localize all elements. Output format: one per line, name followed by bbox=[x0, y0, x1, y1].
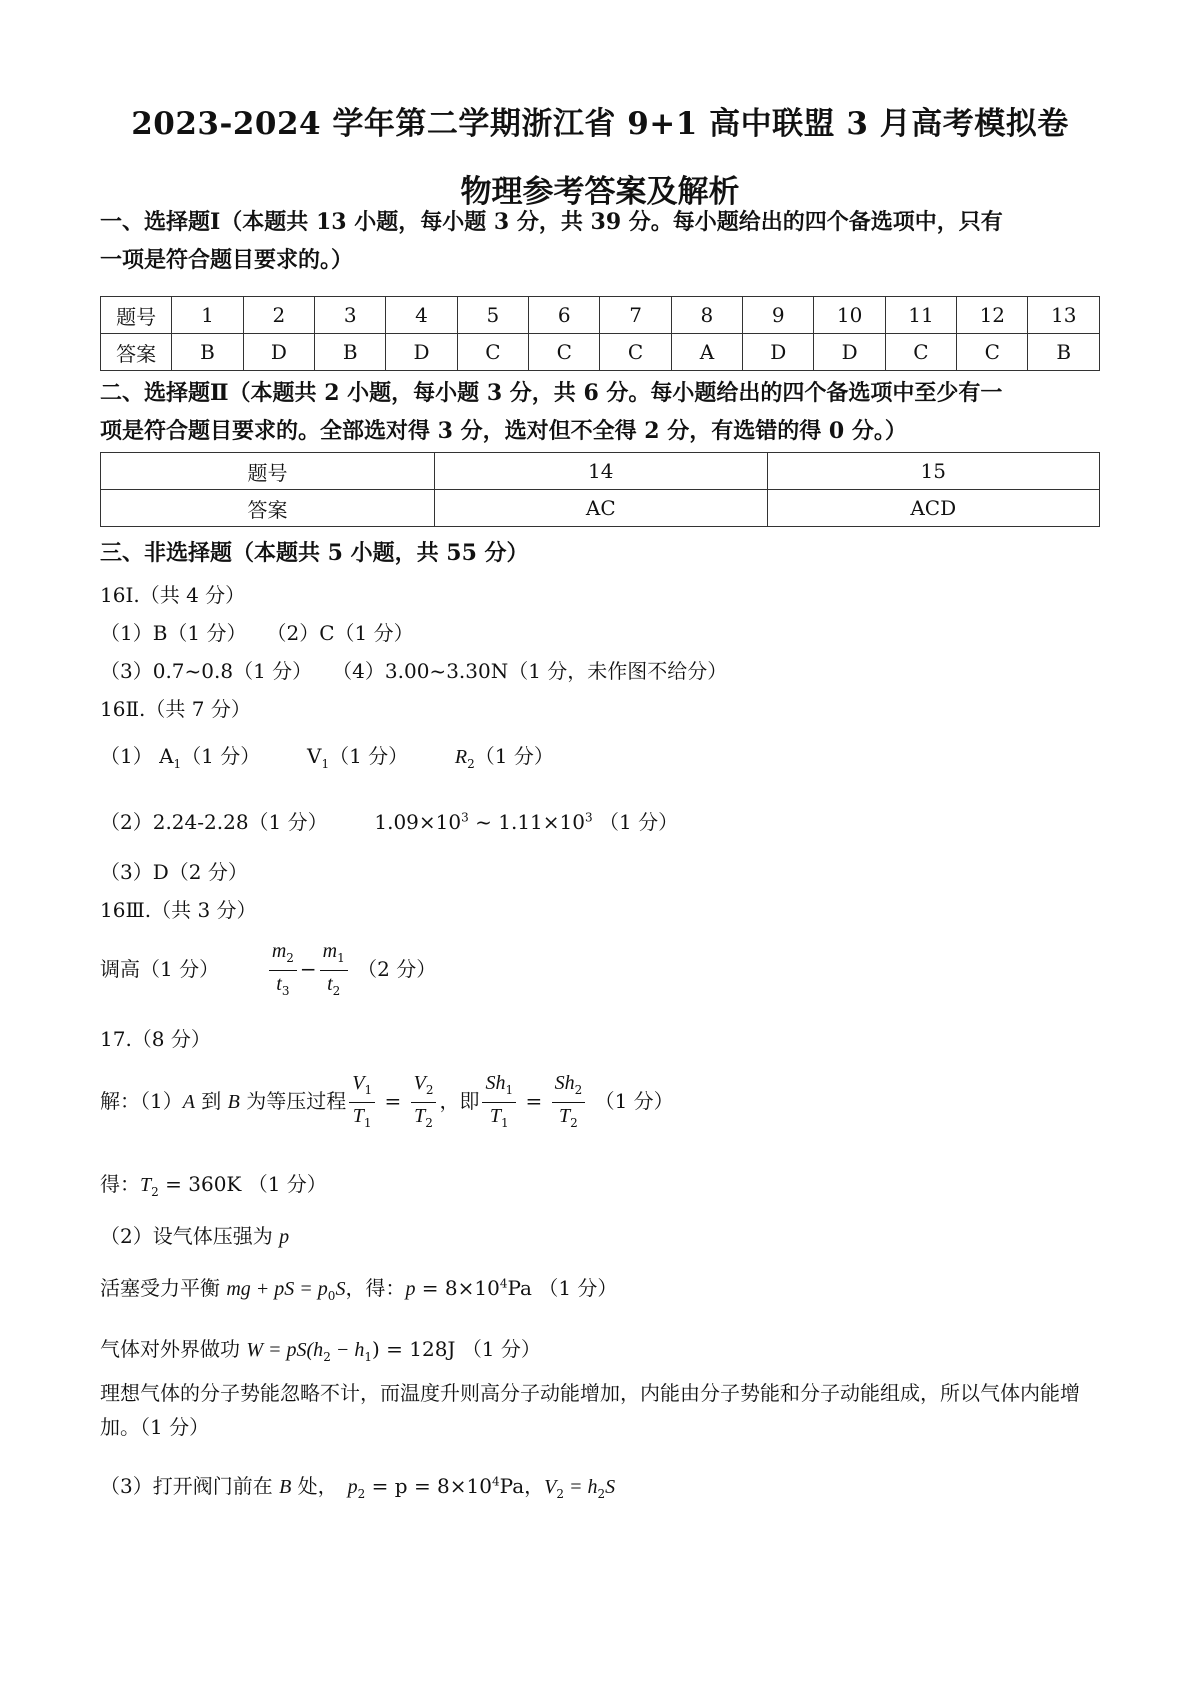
answer-cell: B bbox=[172, 334, 243, 371]
answer-cell: A bbox=[671, 334, 742, 371]
paren-close: ) bbox=[371, 1337, 380, 1361]
answer-text: 调高（1 分） bbox=[100, 957, 220, 981]
answer-cell: D bbox=[243, 334, 314, 371]
question-number-cell: 3 bbox=[315, 297, 386, 334]
exponent: 3 bbox=[461, 810, 469, 825]
subscript: 1 bbox=[505, 1083, 514, 1097]
state-a: A bbox=[182, 1091, 195, 1113]
exponent: 4 bbox=[492, 1474, 500, 1489]
subscript: 2 bbox=[286, 951, 294, 965]
question-number-cell: 13 bbox=[1028, 297, 1100, 334]
connector-text: ，即 bbox=[439, 1089, 480, 1113]
subscript: 2 bbox=[574, 1083, 583, 1097]
mass-symbol: m bbox=[322, 940, 338, 962]
section1-heading-line1: 一、选择题Ⅰ（本题共 13 小题，每小题 3 分，共 39 分。每小题给出的四个备选项中，只有 bbox=[100, 209, 1003, 235]
section1-heading bbox=[100, 203, 1100, 279]
question-number-cell: 11 bbox=[885, 297, 956, 334]
q16-3-title: 16Ⅲ.（共 3 分） bbox=[100, 898, 257, 922]
resistor-symbol: R bbox=[454, 746, 468, 768]
height-symbol: (h bbox=[306, 1339, 324, 1361]
q16-2-line1 bbox=[100, 740, 554, 771]
q17-step7 bbox=[100, 1470, 615, 1501]
question-number-cell: 2 bbox=[243, 297, 314, 334]
item-number: （1） bbox=[100, 744, 153, 768]
work-equation: W = pS bbox=[246, 1339, 307, 1361]
sh-symbol: Sh bbox=[485, 1072, 506, 1094]
question-number-cell: 5 bbox=[457, 297, 528, 334]
fraction-v2-t2 bbox=[411, 1070, 437, 1135]
fraction-sh2-t2 bbox=[552, 1070, 586, 1135]
subscript: 2 bbox=[323, 1350, 331, 1364]
subscript: 2 bbox=[151, 1185, 159, 1199]
connector-text: ，得： bbox=[345, 1276, 406, 1300]
temp-symbol: T bbox=[352, 1105, 364, 1127]
state-b: B bbox=[227, 1091, 240, 1113]
subscript: 1 bbox=[364, 1350, 372, 1364]
answer-cell: C bbox=[957, 334, 1028, 371]
score-text: （1 分） bbox=[594, 1089, 674, 1113]
score-text: （1 分） bbox=[538, 1276, 618, 1300]
subscript: 1 bbox=[321, 757, 330, 771]
page-title: 2023-2024 学年第二学期浙江省 9+1 高中联盟 3 月高考模拟卷 bbox=[131, 106, 1069, 142]
subscript: 1 bbox=[173, 757, 182, 771]
question-number-cell: 9 bbox=[743, 297, 814, 334]
score-text: （1 分） bbox=[598, 810, 679, 834]
temp-symbol: T bbox=[489, 1105, 502, 1127]
q16-1-line1: （1）B（1 分） （2）C（1 分） bbox=[100, 621, 414, 645]
answer-cell: C bbox=[457, 334, 528, 371]
question-number-cell: 10 bbox=[814, 297, 885, 334]
score-text: （1 分） bbox=[461, 1337, 541, 1361]
page-subtitle: 物理参考答案及解析 bbox=[460, 174, 740, 210]
answer-cell: D bbox=[814, 334, 885, 371]
answer-cell: C bbox=[885, 334, 956, 371]
ammeter-symbol: A bbox=[159, 744, 174, 768]
question-number-cell: 7 bbox=[600, 297, 671, 334]
time-symbol: t bbox=[276, 973, 282, 995]
score-text: （2 分） bbox=[357, 957, 437, 981]
q17-explanation: 理想气体的分子势能忽略不计，而温度升则高分子动能增加，内能由分子势能和分子动能组成，所以气体内能增加。（1 分） bbox=[100, 1381, 1080, 1439]
score-text: （1 分） bbox=[474, 744, 554, 768]
q16-2-line3: （3）D（2 分） bbox=[100, 860, 248, 884]
question-number-cell: 12 bbox=[957, 297, 1028, 334]
table-row-answers bbox=[101, 490, 1100, 527]
q17-step1: 解：（1）A 到 B 为等压过程 $\frac{V_1}{T_1}$ = $\frac{V_2}{T_2}$ ，即 $\frac{Sh_1}{T_1}$ = $\frac{Sh_2}{T_2}$ （1 分） bbox=[100, 1070, 674, 1135]
area-symbol: S bbox=[335, 1278, 346, 1300]
q16-2-line2 bbox=[100, 806, 678, 835]
q17-title: 17.（8 分） bbox=[100, 1027, 211, 1051]
q16-2-title: 16Ⅱ.（共 7 分） bbox=[100, 697, 251, 721]
question-number-cell: 6 bbox=[529, 297, 600, 334]
q16-1-title: 16Ⅰ.（共 4 分） bbox=[100, 583, 246, 607]
score-text: （1 分） bbox=[181, 744, 261, 768]
temp-symbol: T bbox=[414, 1105, 426, 1127]
height-symbol: − h bbox=[330, 1339, 365, 1361]
subscript: 1 bbox=[364, 1083, 373, 1097]
subscript: 1 bbox=[501, 1116, 509, 1130]
answer-cell: B bbox=[315, 334, 386, 371]
force-equation: mg + pS = p bbox=[226, 1278, 328, 1300]
answer-cell: B bbox=[1028, 334, 1100, 371]
step-text: （2）设气体压强为 bbox=[100, 1224, 280, 1248]
unit-pa: Pa bbox=[507, 1276, 532, 1300]
section2-heading bbox=[100, 374, 1100, 450]
volume-symbol: V bbox=[352, 1072, 365, 1094]
question-number-cell: 15 bbox=[767, 453, 1100, 490]
step-text: 处， bbox=[291, 1474, 338, 1498]
table-row-questions bbox=[101, 453, 1100, 490]
subscript: 2 bbox=[332, 984, 341, 998]
pressure-symbol: p bbox=[347, 1476, 358, 1498]
answer-cell: AC bbox=[435, 490, 768, 527]
volume-symbol: V bbox=[544, 1476, 557, 1498]
state-b: B bbox=[279, 1476, 292, 1498]
fraction-sh1-t1 bbox=[482, 1070, 516, 1135]
pressure-value: = 8×10 bbox=[415, 1276, 500, 1300]
subscript: 2 bbox=[597, 1487, 606, 1501]
connector-text: 到 bbox=[194, 1089, 228, 1113]
minus-sign: − bbox=[299, 957, 317, 981]
answer-cell: D bbox=[743, 334, 814, 371]
temp-symbol: T bbox=[559, 1105, 571, 1127]
answer-cell: C bbox=[529, 334, 600, 371]
table-row-questions bbox=[101, 297, 1100, 334]
q17-step3 bbox=[100, 1220, 289, 1249]
section3-heading: 三、非选择题（本题共 5 小题，共 55 分） bbox=[100, 540, 529, 566]
exponent: 3 bbox=[584, 810, 593, 825]
section1-answer-table bbox=[100, 296, 1100, 371]
value-upper: 1.11×10 bbox=[498, 810, 585, 834]
sh-symbol: Sh bbox=[554, 1072, 575, 1094]
subscript: 2 bbox=[467, 757, 475, 771]
subscript: 2 bbox=[425, 1083, 434, 1097]
row-label-answer: 答案 bbox=[101, 334, 172, 371]
pressure-symbol: p bbox=[279, 1226, 290, 1248]
pressure-symbol: p bbox=[405, 1278, 416, 1300]
fraction-m2-t3 bbox=[269, 938, 297, 1003]
row-label-question: 题号 bbox=[101, 297, 172, 334]
value-lower: 1.09×10 bbox=[374, 810, 462, 834]
subscript: 2 bbox=[570, 1116, 578, 1130]
subscript: 1 bbox=[337, 951, 345, 965]
section1-heading-line2: 一项是符合题目要求的。） bbox=[100, 247, 354, 273]
row-label-answer: 答案 bbox=[101, 490, 435, 527]
table-row-answers bbox=[101, 334, 1100, 371]
score-text: （1 分） bbox=[247, 1172, 327, 1196]
fraction-v1-t1 bbox=[349, 1070, 375, 1135]
answer-cell: C bbox=[600, 334, 671, 371]
work-value: = 128J bbox=[379, 1337, 456, 1361]
row-label-question: 题号 bbox=[101, 453, 435, 490]
temp-symbol: T bbox=[140, 1174, 152, 1196]
question-number-cell: 4 bbox=[386, 297, 457, 334]
mass-symbol: m bbox=[271, 940, 287, 962]
step-text: 气体对外界做功 bbox=[100, 1337, 247, 1361]
unit-pa: Pa bbox=[499, 1474, 525, 1498]
range-tilde: ~ bbox=[468, 810, 499, 834]
question-number-cell: 8 bbox=[671, 297, 742, 334]
subscript: 2 bbox=[425, 1116, 433, 1130]
q16-1-line2: （3）0.7~0.8（1 分） （4）3.00~3.30N（1 分，未作图不给分） bbox=[100, 659, 728, 683]
subscript: 2 bbox=[357, 1487, 366, 1501]
process-text: 为等压过程 bbox=[239, 1089, 347, 1113]
q17-step5 bbox=[100, 1333, 541, 1364]
subscript: 1 bbox=[363, 1116, 372, 1130]
exponent: 4 bbox=[499, 1276, 508, 1291]
section2-heading-line1: 二、选择题Ⅱ（本题共 2 小题，每小题 3 分，共 6 分。每小题给出的四个备选项中至少有一 bbox=[100, 380, 1003, 406]
answer-cell: ACD bbox=[767, 490, 1100, 527]
connector-text: ， bbox=[524, 1474, 545, 1498]
result-prefix: 得： bbox=[100, 1172, 140, 1196]
answer-cell: D bbox=[386, 334, 457, 371]
question-number-cell: 1 bbox=[172, 297, 243, 334]
step-text: （3）打开阀门前在 bbox=[100, 1474, 280, 1498]
score-text: （1 分） bbox=[329, 744, 409, 768]
subscript: 2 bbox=[556, 1487, 564, 1501]
fraction-m1-t2 bbox=[320, 938, 348, 1003]
q16-3-answer bbox=[100, 938, 436, 1003]
area-symbol: S bbox=[605, 1476, 616, 1498]
step-text: 活塞受力平衡 bbox=[100, 1276, 227, 1300]
time-symbol: t bbox=[327, 973, 333, 995]
solution-prefix: 解：（1） bbox=[100, 1089, 183, 1113]
subscript: 3 bbox=[281, 984, 290, 998]
answer-text: （2）2.24-2.28（1 分） bbox=[100, 810, 328, 834]
height-symbol: = h bbox=[563, 1476, 598, 1498]
section2-heading-line2: 项是符合题目要求的。全部选对得 3 分，选对但不全得 2 分，有选错的得 0 分。） bbox=[100, 418, 907, 444]
q17-step2 bbox=[100, 1168, 327, 1199]
temperature-value: = 360K bbox=[158, 1172, 242, 1196]
pressure-value: = p = 8×10 bbox=[365, 1474, 492, 1498]
volume-symbol: V bbox=[413, 1072, 426, 1094]
section2-answer-table bbox=[100, 452, 1100, 527]
question-number-cell: 14 bbox=[435, 453, 768, 490]
q17-step4 bbox=[100, 1272, 617, 1303]
voltmeter-symbol: V bbox=[307, 744, 322, 768]
subscript: 0 bbox=[327, 1289, 336, 1303]
